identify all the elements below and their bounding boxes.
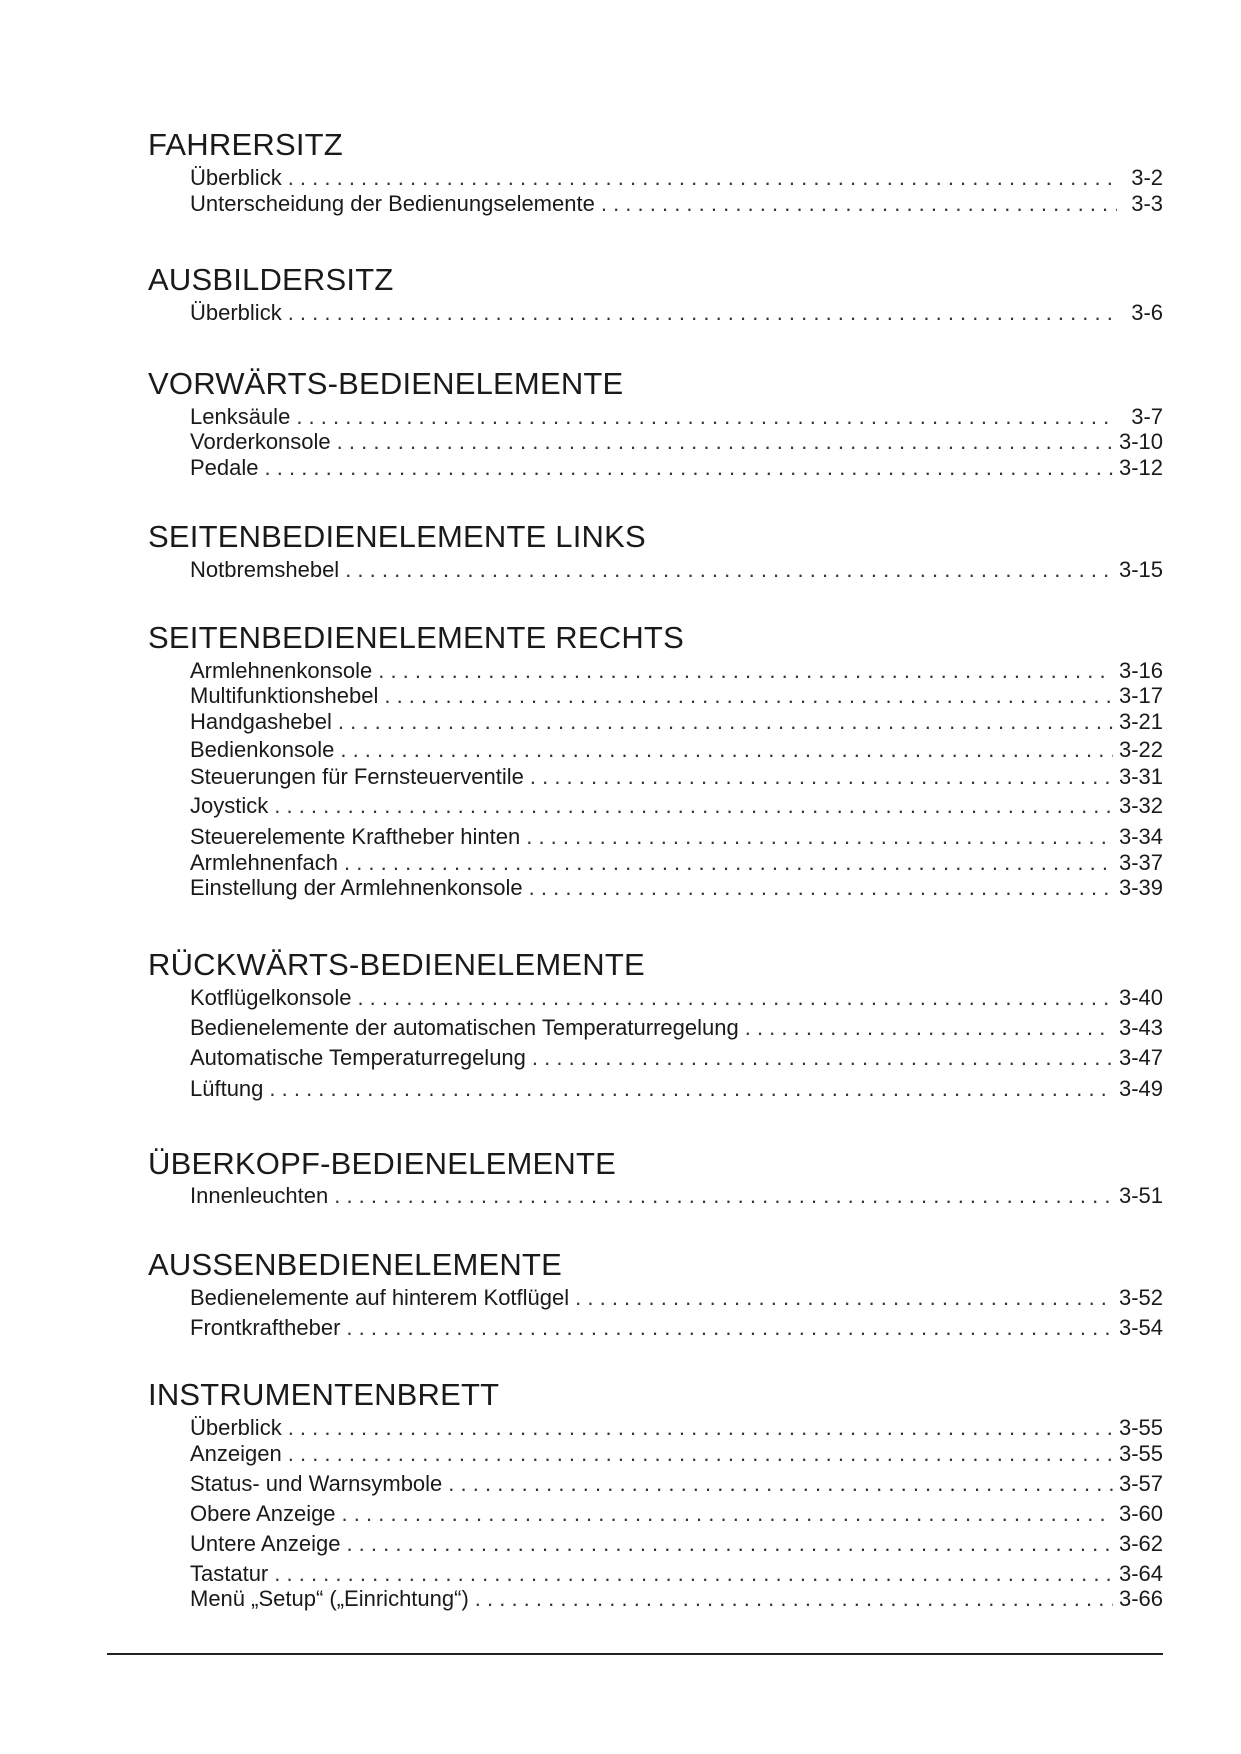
dot-leader [345,557,1113,583]
dot-leader [530,764,1113,790]
entry-page: 3-52 [1118,1285,1163,1310]
entry-page: 3-49 [1118,1076,1163,1101]
section-title: RÜCKWÄRTS-BEDIENELEMENTE [148,947,645,982]
toc-entry[interactable] [190,165,1163,191]
entry-page: 3-55 [1118,1415,1163,1440]
entry-page: 3-62 [1118,1531,1163,1556]
entry-label: Armlehnenfach [190,850,338,875]
section-title: AUSSENBEDIENELEMENTE [148,1247,562,1282]
entry-page: 3-66 [1118,1586,1163,1611]
toc-entry[interactable] [190,1045,1163,1071]
toc-entry[interactable] [190,1441,1163,1467]
toc-section-ausbildersitz [148,262,1163,325]
entry-label: Überblick [190,165,282,190]
toc-entry[interactable] [190,764,1163,790]
toc-entry[interactable] [190,1586,1163,1612]
entry-label: Vorderkonsole [190,429,331,454]
toc-entry[interactable] [190,191,1163,217]
toc-entry[interactable] [190,793,1163,819]
section-title: VORWÄRTS-BEDIENELEMENTE [148,366,624,401]
section-title: SEITENBEDIENELEMENTE LINKS [148,519,646,554]
entry-page: 3-6 [1131,300,1163,325]
dot-leader [357,985,1113,1011]
toc-entry[interactable] [190,300,1163,326]
entry-page: 3-21 [1118,709,1163,734]
dot-leader [601,191,1117,217]
toc-section-vorwaerts [148,366,1163,480]
toc-entry[interactable] [190,658,1163,684]
toc-entry[interactable] [190,429,1163,455]
section-title: ÜBERKOPF-BEDIENELEMENTE [148,1146,616,1181]
toc-entry[interactable] [190,1015,1163,1041]
dot-leader [346,1531,1113,1557]
dot-leader [334,1183,1113,1209]
entry-label: Überblick [190,300,282,325]
dot-leader [529,875,1113,901]
toc-entry[interactable] [190,1561,1163,1587]
entry-page: 3-31 [1118,764,1163,789]
section-title: AUSBILDERSITZ [148,262,394,297]
entry-page: 3-54 [1118,1315,1163,1340]
dot-leader [475,1586,1113,1612]
entry-page: 3-15 [1118,557,1163,582]
toc-entry[interactable] [190,985,1163,1011]
dot-leader [448,1471,1113,1497]
toc-entry[interactable] [190,455,1163,481]
entry-label: Unterscheidung der Bedienungselemente [190,191,595,216]
entry-label: Tastatur [190,1561,269,1586]
entry-label: Bedienelemente der automatischen Temperaturregelung [190,1015,739,1040]
entry-label: Bedienelemente auf hinterem Kotflügel [190,1285,570,1310]
entry-page: 3-55 [1118,1441,1163,1466]
entry-label: Obere Anzeige [190,1501,336,1526]
entry-label: Anzeigen [190,1441,282,1466]
toc-section-seiten-links [148,519,1163,582]
entry-label: Innenleuchten [190,1183,329,1208]
entry-page: 3-17 [1118,683,1163,708]
entry-label: Kotflügelkonsole [190,985,352,1010]
entry-label: Einstellung der Armlehnenkonsole [190,875,523,900]
dot-leader [288,165,1117,191]
entry-page: 3-47 [1118,1045,1163,1070]
entry-label: Armlehnenkonsole [190,658,373,683]
dot-leader [274,1561,1113,1587]
toc-section-aussen [148,1247,1163,1340]
entry-label: Pedale [190,455,259,480]
dot-leader [337,429,1113,455]
dot-leader [340,737,1113,763]
toc-entry[interactable] [190,824,1163,850]
entry-label: Status- und Warnsymbole [190,1471,443,1496]
dot-leader [288,1441,1113,1467]
dot-leader [342,1501,1113,1527]
toc-entry[interactable] [190,1183,1163,1209]
entry-page: 3-7 [1131,404,1163,429]
toc-entry[interactable] [190,1471,1163,1497]
entry-page: 3-2 [1131,165,1163,190]
entry-label: Überblick [190,1415,282,1440]
entry-label: Bedienkonsole [190,737,335,762]
toc-entry[interactable] [190,1076,1163,1102]
toc-entry[interactable] [190,875,1163,901]
section-title: INSTRUMENTENBRETT [148,1377,500,1412]
toc-entry[interactable] [190,683,1163,709]
entry-page: 3-3 [1131,191,1163,216]
entry-page: 3-60 [1118,1501,1163,1526]
dot-leader [575,1285,1113,1311]
toc-entry[interactable] [190,1531,1163,1557]
dot-leader [269,1076,1113,1102]
entry-page: 3-32 [1118,793,1163,818]
dot-leader [344,850,1113,876]
entry-page: 3-57 [1118,1471,1163,1496]
entry-label: Lüftung [190,1076,264,1101]
dot-leader [526,824,1113,850]
entry-label: Steuerelemente Kraftheber hinten [190,824,521,849]
section-title: SEITENBEDIENELEMENTE RECHTS [148,620,684,655]
toc-section-fahrersitz [148,127,1163,216]
toc-entry[interactable] [190,1501,1163,1527]
entry-label: Steuerungen für Fernsteuerventile [190,764,524,789]
toc-entry[interactable] [190,1315,1163,1341]
toc-section-instrumentenbrett [148,1377,1163,1611]
dot-leader [346,1315,1113,1341]
dot-leader [288,300,1117,326]
dot-leader [384,683,1113,709]
entry-page: 3-51 [1118,1183,1163,1208]
entry-page: 3-10 [1118,429,1163,454]
entry-page: 3-37 [1118,850,1163,875]
dot-leader [265,455,1113,481]
toc-section-rueckwaerts [148,947,1163,1101]
dot-leader [288,1415,1113,1441]
entry-page: 3-16 [1118,658,1163,683]
entry-page: 3-40 [1118,985,1163,1010]
footer-rule [107,1653,1163,1655]
toc-section-seiten-rechts [148,620,1163,900]
entry-label: Menü „Setup“ („Einrichtung“) [190,1586,469,1611]
entry-page: 3-22 [1118,737,1163,762]
entry-page: 3-43 [1118,1015,1163,1040]
dot-leader [378,658,1113,684]
dot-leader [532,1045,1113,1071]
toc-entry[interactable] [190,1285,1163,1311]
entry-label: Handgashebel [190,709,332,734]
toc-entry[interactable] [190,850,1163,876]
toc-entry[interactable] [190,557,1163,583]
toc-section-ueberkopf [148,1146,1163,1208]
dot-leader [338,709,1113,735]
entry-label: Frontkraftheber [190,1315,341,1340]
toc-entry[interactable] [190,1415,1163,1441]
entry-label: Joystick [190,793,269,818]
entry-label: Notbremshebel [190,557,340,582]
toc-entry[interactable] [190,737,1163,763]
entry-page: 3-64 [1118,1561,1163,1586]
toc-entry[interactable] [190,709,1163,735]
toc-entry[interactable] [190,404,1163,430]
dot-leader [296,404,1117,430]
dot-leader [274,793,1113,819]
dot-leader [745,1015,1113,1041]
section-title: FAHRERSITZ [148,127,343,162]
entry-page: 3-39 [1118,875,1163,900]
entry-label: Untere Anzeige [190,1531,341,1556]
entry-page: 3-12 [1118,455,1163,480]
entry-label: Automatische Temperaturregelung [190,1045,526,1070]
entry-page: 3-34 [1118,824,1163,849]
entry-label: Lenksäule [190,404,291,429]
entry-label: Multifunktionshebel [190,683,379,708]
